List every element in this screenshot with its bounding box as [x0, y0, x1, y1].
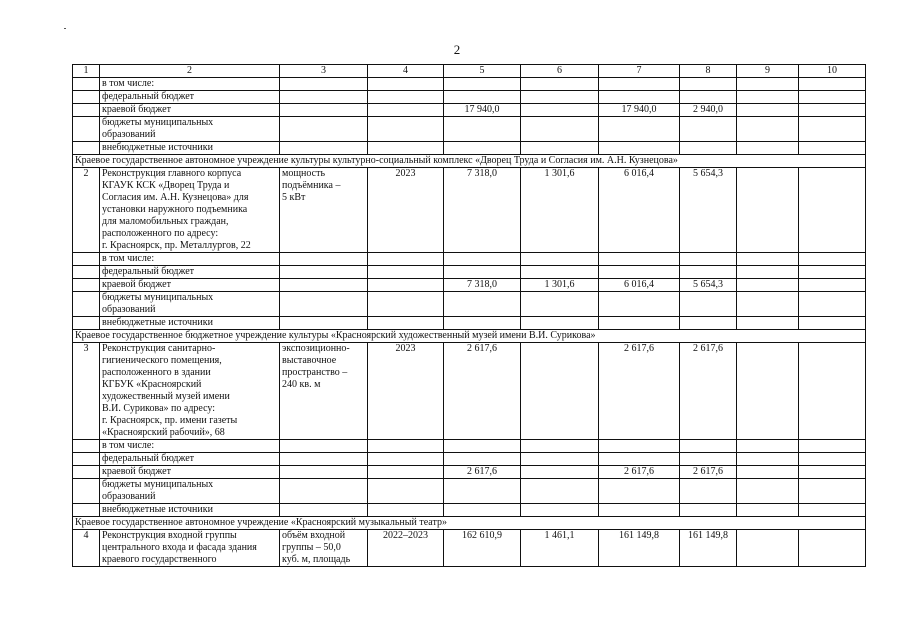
cell-empty: [73, 266, 100, 279]
breakdown-row: [73, 453, 866, 466]
item-row: [73, 168, 866, 253]
header-row: [73, 65, 866, 78]
cell-empty: [521, 440, 599, 453]
cell-empty: [680, 292, 737, 317]
cell-empty: [73, 504, 100, 517]
cell-empty: [737, 91, 799, 104]
cell-empty: [599, 292, 680, 317]
item-capacity: экспозиционно- выставочное пространство – 240 кв. м: [280, 343, 368, 440]
value-cell: [521, 104, 599, 117]
value-cell: 1 301,6: [521, 279, 599, 292]
section-title-row: [73, 330, 866, 343]
cell-empty: [680, 504, 737, 517]
label-municipal-budgets: бюджеты муниципальных образований: [100, 117, 280, 142]
item-row: [73, 343, 866, 440]
cell-empty: [599, 253, 680, 266]
cell-empty: [280, 317, 368, 330]
item-year: 2022–2023: [368, 530, 444, 567]
value-cell: 5 654,3: [680, 279, 737, 292]
cell-empty: [444, 317, 521, 330]
item-capacity: мощность подъёмника – 5 кВт: [280, 168, 368, 253]
cell-empty: [737, 317, 799, 330]
value-cell: 5 654,3: [680, 168, 737, 253]
cell-empty: [599, 142, 680, 155]
label-municipal-budgets: бюджеты муниципальных образований: [100, 479, 280, 504]
cell-empty: [368, 91, 444, 104]
cell-empty: [280, 78, 368, 91]
col-header-10: 10: [799, 65, 866, 78]
cell-empty: [368, 466, 444, 479]
cell-empty: [737, 466, 799, 479]
cell-empty: [73, 78, 100, 91]
breakdown-row: [73, 253, 866, 266]
cell-empty: [680, 117, 737, 142]
label-regional-budget: краевой бюджет: [100, 104, 280, 117]
section-title: Краевое государственное бюджетное учреждение культуры «Красноярский художественный музей имени В.И. Сурикова»: [73, 330, 866, 343]
cell-empty: [280, 253, 368, 266]
cell-empty: [521, 78, 599, 91]
cell-empty: [444, 253, 521, 266]
value-cell: 2 617,6: [444, 466, 521, 479]
col-header-1: 1: [73, 65, 100, 78]
col-header-5: 5: [444, 65, 521, 78]
item-year: 2023: [368, 168, 444, 253]
item-description: Реконструкция санитарно- гигиенического помещения, расположенного в здании КГБУК «Красноярский художественный музей имени В.И. Сурикова» по адресу: г. Красноярск, пр. имени газеты «Красноярский рабочий», 68: [100, 343, 280, 440]
breakdown-row: [73, 440, 866, 453]
cell-empty: [599, 453, 680, 466]
cell-empty: [73, 91, 100, 104]
cell-empty: [799, 479, 866, 504]
table-body: [73, 65, 866, 567]
value-cell: 161 149,8: [680, 530, 737, 567]
cell-empty: [444, 479, 521, 504]
cell-empty: [368, 504, 444, 517]
value-cell: 2 617,6: [680, 466, 737, 479]
scan-speck: [64, 28, 66, 29]
label-federal-budget: федеральный бюджет: [100, 453, 280, 466]
value-cell: 2 617,6: [599, 343, 680, 440]
cell-empty: [73, 253, 100, 266]
cell-empty: [521, 453, 599, 466]
cell-empty: [73, 279, 100, 292]
cell-empty: [680, 266, 737, 279]
label-federal-budget: федеральный бюджет: [100, 91, 280, 104]
cell-empty: [521, 479, 599, 504]
cell-empty: [799, 168, 866, 253]
cell-empty: [737, 78, 799, 91]
cell-empty: [521, 117, 599, 142]
cell-empty: [368, 253, 444, 266]
cell-empty: [444, 266, 521, 279]
value-cell: 162 610,9: [444, 530, 521, 567]
cell-empty: [368, 317, 444, 330]
section-title-row: [73, 517, 866, 530]
cell-empty: [799, 504, 866, 517]
label-regional-budget: краевой бюджет: [100, 279, 280, 292]
cell-empty: [799, 104, 866, 117]
cell-empty: [280, 466, 368, 479]
col-header-4: 4: [368, 65, 444, 78]
breakdown-row: [73, 504, 866, 517]
cell-empty: [737, 440, 799, 453]
col-header-2: 2: [100, 65, 280, 78]
breakdown-row: [73, 466, 866, 479]
section-title: Краевое государственное автономное учреждение культуры культурно-социальный комплекс «Дворец Труда и Согласия им. А.Н. Кузнецова»: [73, 155, 866, 168]
cell-empty: [599, 266, 680, 279]
cell-empty: [280, 104, 368, 117]
value-cell: 7 318,0: [444, 279, 521, 292]
cell-empty: [680, 440, 737, 453]
value-cell: 17 940,0: [599, 104, 680, 117]
cell-empty: [799, 142, 866, 155]
value-cell: 17 940,0: [444, 104, 521, 117]
cell-empty: [599, 440, 680, 453]
label-including: в том числе:: [100, 78, 280, 91]
cell-empty: [737, 142, 799, 155]
cell-empty: [599, 317, 680, 330]
cell-empty: [680, 479, 737, 504]
label-federal-budget: федеральный бюджет: [100, 266, 280, 279]
cell-empty: [368, 479, 444, 504]
value-cell: 1 461,1: [521, 530, 599, 567]
cell-empty: [521, 253, 599, 266]
col-header-6: 6: [521, 65, 599, 78]
cell-empty: [680, 142, 737, 155]
label-extrabudgetary: внебюджетные источники: [100, 317, 280, 330]
cell-empty: [799, 279, 866, 292]
cell-empty: [73, 453, 100, 466]
label-municipal-budgets: бюджеты муниципальных образований: [100, 292, 280, 317]
cell-empty: [73, 479, 100, 504]
value-cell: 161 149,8: [599, 530, 680, 567]
cell-empty: [737, 266, 799, 279]
cell-empty: [737, 104, 799, 117]
breakdown-row: [73, 317, 866, 330]
item-description: Реконструкция главного корпуса КГАУК КСК «Дворец Труда и Согласия им. А.Н. Кузнецова» для установки наружного подъемника для маломобильных граждан, расположенного по адресу: г. Красноярск, пр. Металлургов, 22: [100, 168, 280, 253]
cell-empty: [737, 343, 799, 440]
value-cell: 6 016,4: [599, 279, 680, 292]
cell-empty: [799, 317, 866, 330]
cell-empty: [737, 530, 799, 567]
value-cell: 2 617,6: [599, 466, 680, 479]
col-header-7: 7: [599, 65, 680, 78]
cell-empty: [680, 91, 737, 104]
cell-empty: [799, 91, 866, 104]
breakdown-row: [73, 279, 866, 292]
label-regional-budget: краевой бюджет: [100, 466, 280, 479]
cell-empty: [444, 117, 521, 142]
breakdown-row: [73, 266, 866, 279]
cell-empty: [444, 142, 521, 155]
value-cell: 7 318,0: [444, 168, 521, 253]
cell-empty: [73, 104, 100, 117]
page-number: 2: [453, 42, 461, 57]
cell-empty: [280, 504, 368, 517]
cell-empty: [737, 279, 799, 292]
cell-empty: [280, 440, 368, 453]
cell-empty: [444, 91, 521, 104]
cell-empty: [599, 91, 680, 104]
value-cell: 2 617,6: [680, 343, 737, 440]
label-including: в том числе:: [100, 440, 280, 453]
cell-empty: [444, 453, 521, 466]
cell-empty: [799, 253, 866, 266]
cell-empty: [368, 279, 444, 292]
label-including: в том числе:: [100, 253, 280, 266]
cell-empty: [444, 440, 521, 453]
cell-empty: [368, 453, 444, 466]
cell-empty: [521, 292, 599, 317]
cell-empty: [737, 292, 799, 317]
cell-empty: [444, 78, 521, 91]
cell-empty: [73, 317, 100, 330]
cell-empty: [444, 292, 521, 317]
cell-empty: [599, 504, 680, 517]
col-header-9: 9: [737, 65, 799, 78]
item-row: [73, 530, 866, 567]
cell-empty: [521, 142, 599, 155]
item-capacity: объём входной группы – 50,0 куб. м, площадь: [280, 530, 368, 567]
budget-table: [72, 64, 866, 567]
value-cell: [521, 466, 599, 479]
cell-empty: [799, 292, 866, 317]
cell-empty: [737, 453, 799, 466]
cell-empty: [368, 292, 444, 317]
breakdown-row: [73, 117, 866, 142]
cell-empty: [799, 440, 866, 453]
cell-empty: [73, 117, 100, 142]
cell-empty: [680, 78, 737, 91]
cell-empty: [521, 317, 599, 330]
cell-empty: [799, 343, 866, 440]
cell-empty: [799, 117, 866, 142]
cell-empty: [280, 279, 368, 292]
item-year: 2023: [368, 343, 444, 440]
cell-empty: [73, 142, 100, 155]
breakdown-row: [73, 91, 866, 104]
cell-empty: [368, 78, 444, 91]
col-header-8: 8: [680, 65, 737, 78]
label-extrabudgetary: внебюджетные источники: [100, 504, 280, 517]
item-number: 2: [73, 168, 100, 253]
cell-empty: [799, 466, 866, 479]
cell-empty: [368, 117, 444, 142]
cell-empty: [737, 253, 799, 266]
breakdown-row: [73, 78, 866, 91]
cell-empty: [521, 504, 599, 517]
breakdown-row: [73, 292, 866, 317]
cell-empty: [680, 253, 737, 266]
cell-empty: [599, 117, 680, 142]
cell-empty: [521, 91, 599, 104]
breakdown-row: [73, 479, 866, 504]
cell-empty: [280, 117, 368, 142]
breakdown-row: [73, 104, 866, 117]
value-cell: 1 301,6: [521, 168, 599, 253]
cell-empty: [280, 292, 368, 317]
cell-empty: [737, 479, 799, 504]
value-cell: 6 016,4: [599, 168, 680, 253]
cell-empty: [280, 479, 368, 504]
cell-empty: [680, 453, 737, 466]
cell-empty: [280, 91, 368, 104]
cell-empty: [280, 266, 368, 279]
item-description: Реконструкция входной группы центрального входа и фасада здания краевого государственного: [100, 530, 280, 567]
cell-empty: [521, 266, 599, 279]
value-cell: 2 940,0: [680, 104, 737, 117]
cell-empty: [73, 466, 100, 479]
cell-empty: [73, 292, 100, 317]
cell-empty: [737, 168, 799, 253]
cell-empty: [280, 453, 368, 466]
cell-empty: [280, 142, 368, 155]
cell-empty: [368, 440, 444, 453]
label-extrabudgetary: внебюджетные источники: [100, 142, 280, 155]
item-number: 4: [73, 530, 100, 567]
cell-empty: [799, 453, 866, 466]
col-header-3: 3: [280, 65, 368, 78]
cell-empty: [73, 440, 100, 453]
cell-empty: [368, 266, 444, 279]
section-title: Краевое государственное автономное учреждение «Красноярский музыкальный театр»: [73, 517, 866, 530]
value-cell: 2 617,6: [444, 343, 521, 440]
cell-empty: [444, 504, 521, 517]
cell-empty: [737, 117, 799, 142]
value-cell: [521, 343, 599, 440]
cell-empty: [368, 142, 444, 155]
cell-empty: [799, 530, 866, 567]
cell-empty: [368, 104, 444, 117]
section-title-row: [73, 155, 866, 168]
cell-empty: [799, 266, 866, 279]
cell-empty: [799, 78, 866, 91]
breakdown-row: [73, 142, 866, 155]
item-number: 3: [73, 343, 100, 440]
cell-empty: [599, 78, 680, 91]
cell-empty: [737, 504, 799, 517]
cell-empty: [680, 317, 737, 330]
cell-empty: [599, 479, 680, 504]
